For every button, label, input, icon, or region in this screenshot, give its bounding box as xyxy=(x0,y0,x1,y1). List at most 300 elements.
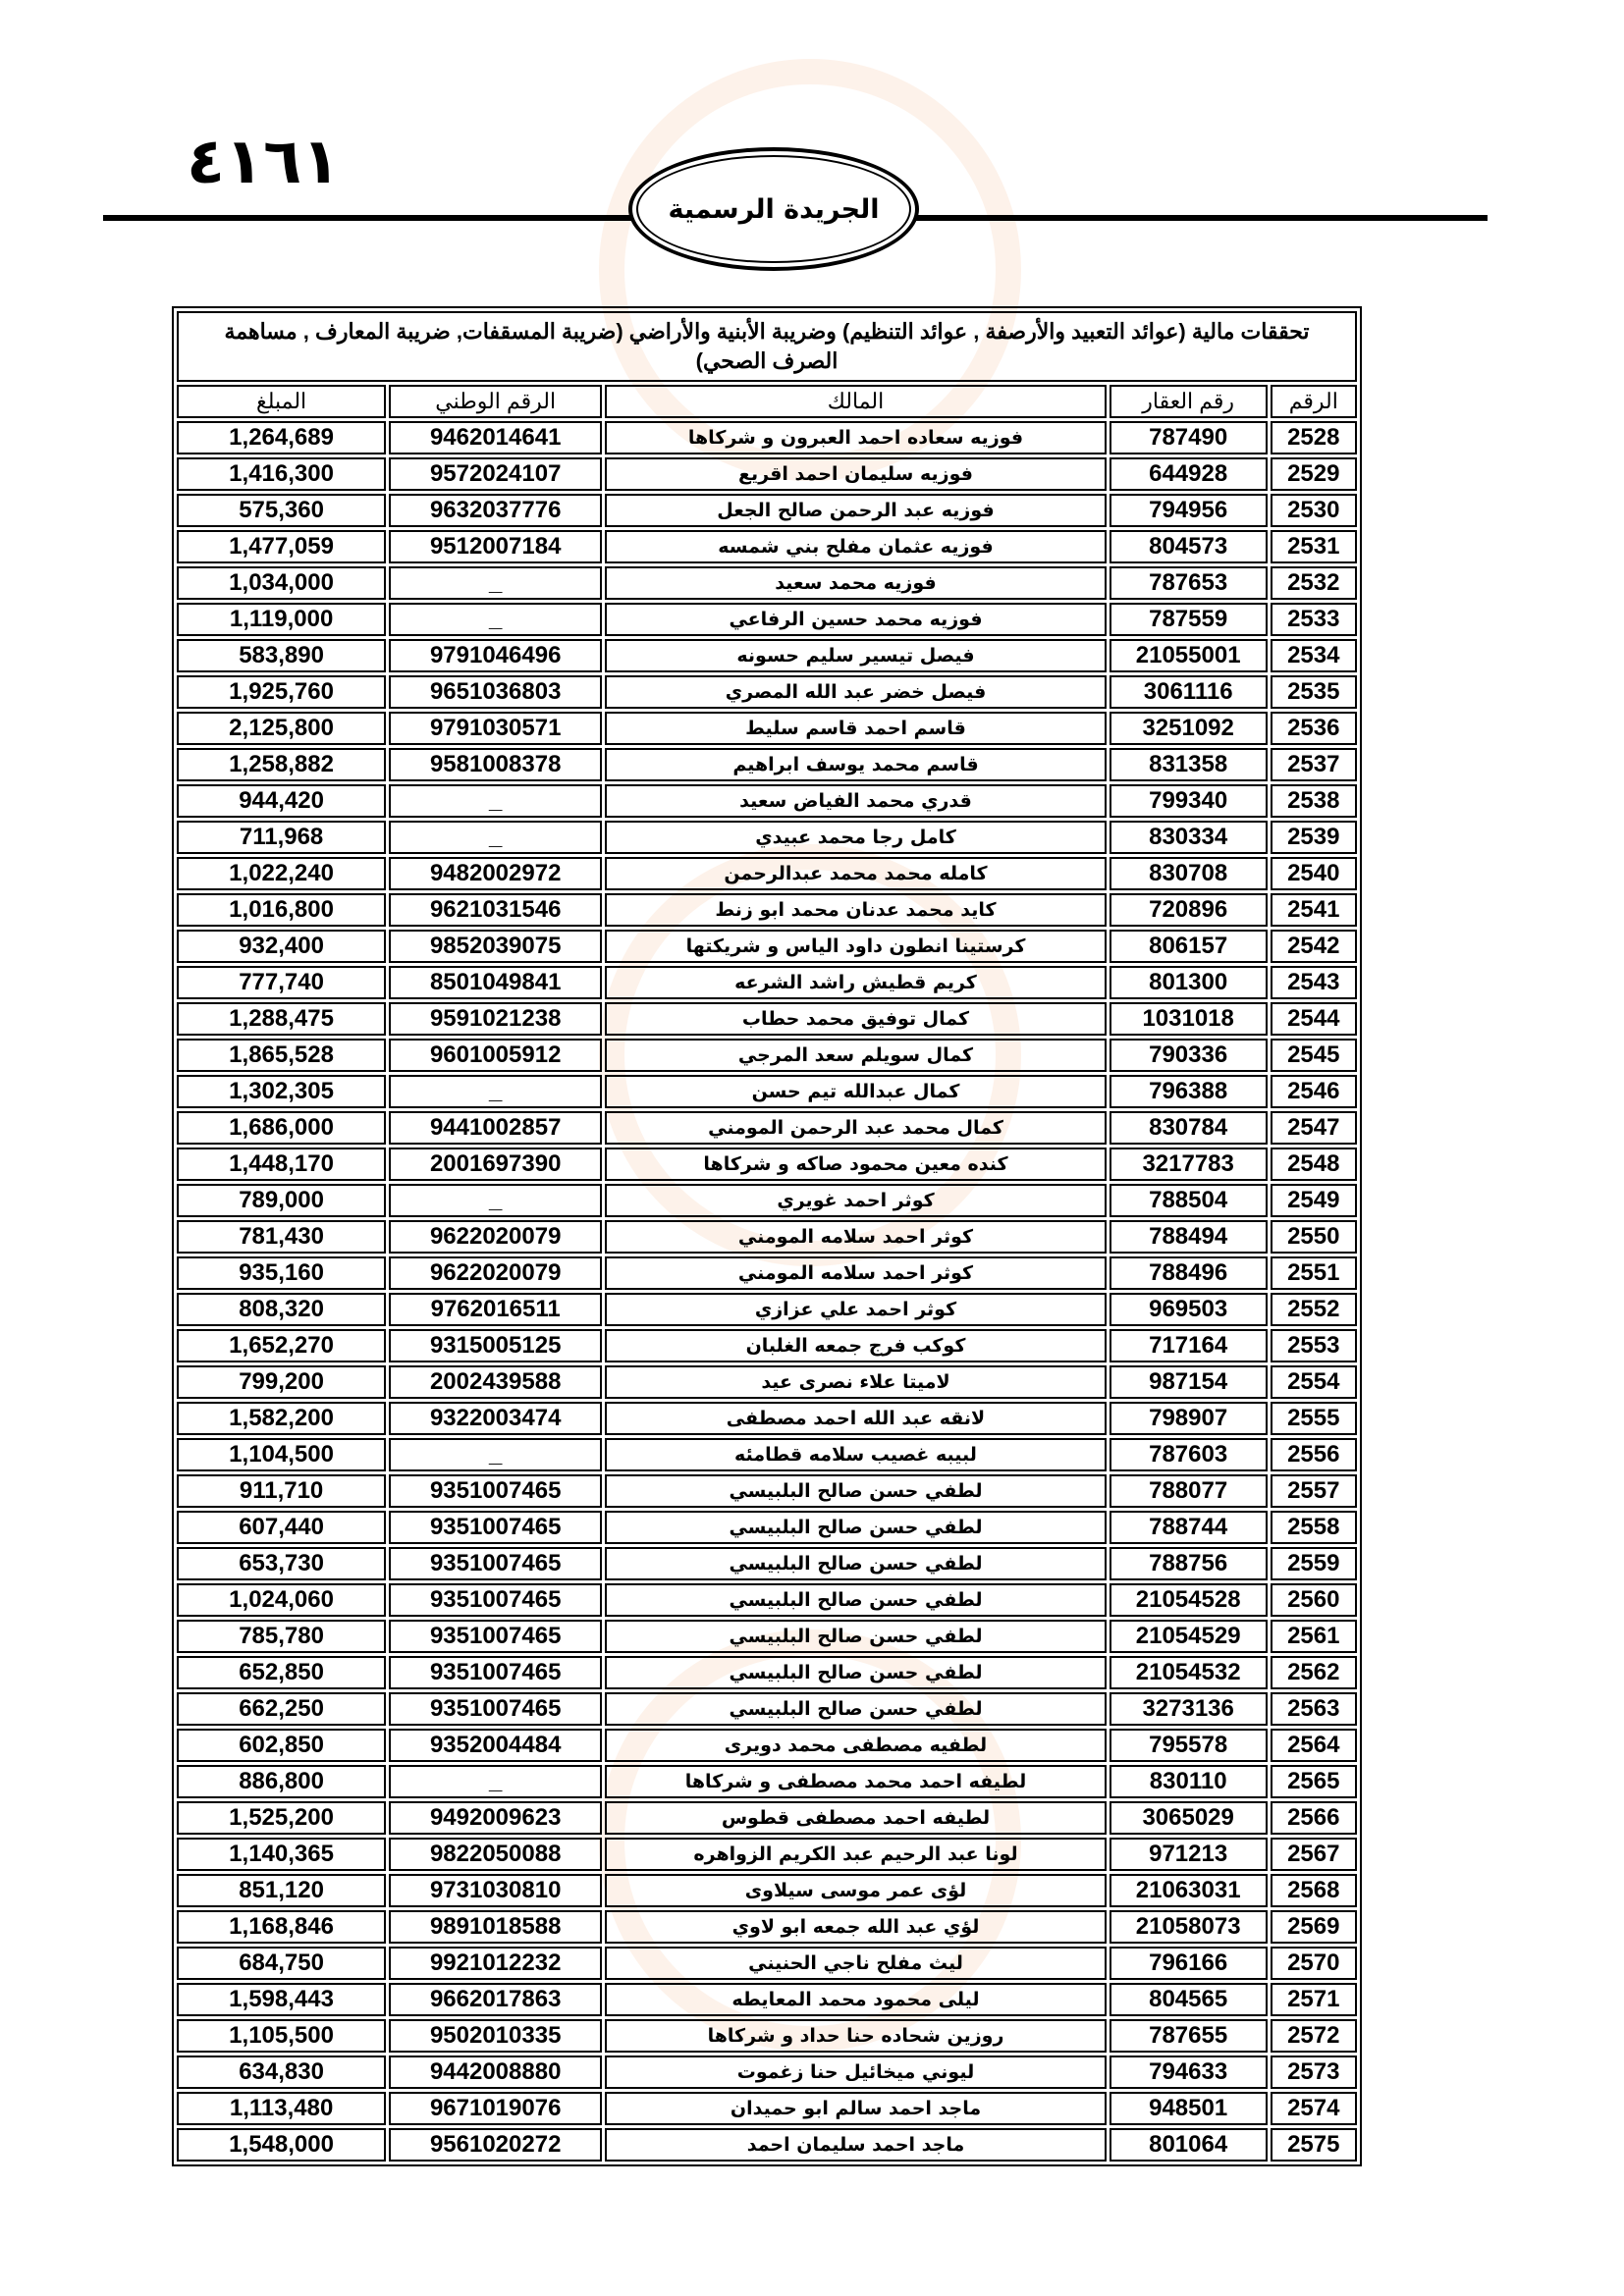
row-number: 2574 xyxy=(1271,2092,1357,2125)
table-row xyxy=(177,1039,1357,1072)
table-row xyxy=(177,2019,1357,2053)
row-number: 2528 xyxy=(1271,421,1357,454)
column-header-number: الرقم xyxy=(1271,385,1357,418)
national-number: 9621031546 xyxy=(389,893,602,927)
property-number: 948501 xyxy=(1110,2092,1268,2125)
amount: 944,420 xyxy=(177,784,386,818)
owner-name: كوثر احمد سلامه المومني xyxy=(605,1220,1107,1254)
table-row xyxy=(177,1874,1357,1907)
table-row xyxy=(177,930,1357,963)
table-row xyxy=(177,1620,1357,1653)
property-number: 804573 xyxy=(1110,530,1268,563)
property-number: 987154 xyxy=(1110,1365,1268,1399)
owner-name: كوثر احمد غويري xyxy=(605,1184,1107,1217)
amount: 583,890 xyxy=(177,639,386,672)
national-number: _ xyxy=(389,603,602,636)
row-number: 2566 xyxy=(1271,1801,1357,1835)
amount: 1,264,689 xyxy=(177,421,386,454)
amount: 1,582,200 xyxy=(177,1402,386,1435)
table-row xyxy=(177,1656,1357,1689)
amount: 1,024,060 xyxy=(177,1583,386,1617)
table-row xyxy=(177,675,1357,709)
owner-name: كريم قطيش راشد الشرعه xyxy=(605,966,1107,999)
amount: 808,320 xyxy=(177,1293,386,1326)
amount: 1,140,365 xyxy=(177,1838,386,1871)
table-row xyxy=(177,821,1357,854)
row-number: 2556 xyxy=(1271,1438,1357,1471)
table-row xyxy=(177,421,1357,454)
owner-name: لاميتا علاء نصرى عيد xyxy=(605,1365,1107,1399)
national-number: 9351007465 xyxy=(389,1620,602,1653)
table-row xyxy=(177,1365,1357,1399)
amount: 777,740 xyxy=(177,966,386,999)
table-row xyxy=(177,457,1357,491)
row-number: 2535 xyxy=(1271,675,1357,709)
owner-name: لطفي حسن صالح البلبيسي xyxy=(605,1474,1107,1508)
amount: 1,258,882 xyxy=(177,748,386,781)
owner-name: فيصل خضر عبد الله المصري xyxy=(605,675,1107,709)
amount: 1,548,000 xyxy=(177,2128,386,2162)
row-number: 2547 xyxy=(1271,1111,1357,1145)
owner-name: لطفي حسن صالح البلبيسي xyxy=(605,1692,1107,1726)
owner-name: كنده معين محمود صاكه و شركاها xyxy=(605,1148,1107,1181)
national-number: 9462014641 xyxy=(389,421,602,454)
owner-name: فوزيه سليمان احمد اقريع xyxy=(605,457,1107,491)
property-number: 790336 xyxy=(1110,1039,1268,1072)
page-number: ٤١٦١ xyxy=(187,126,341,198)
amount: 911,710 xyxy=(177,1474,386,1508)
amount: 2,125,800 xyxy=(177,712,386,745)
table-body xyxy=(177,421,1357,2162)
property-number: 794956 xyxy=(1110,494,1268,527)
property-number: 830708 xyxy=(1110,857,1268,890)
column-header-owner: المالك xyxy=(605,385,1107,418)
row-number: 2565 xyxy=(1271,1765,1357,1798)
column-header-amount: المبلغ xyxy=(177,385,386,418)
property-number: 788494 xyxy=(1110,1220,1268,1254)
gazette-title-oval xyxy=(628,147,919,271)
property-number: 971213 xyxy=(1110,1838,1268,1871)
property-number: 801064 xyxy=(1110,2128,1268,2162)
national-number: 2002439588 xyxy=(389,1365,602,1399)
row-number: 2545 xyxy=(1271,1039,1357,1072)
property-number: 795578 xyxy=(1110,1729,1268,1762)
property-number: 21054532 xyxy=(1110,1656,1268,1689)
amount: 785,780 xyxy=(177,1620,386,1653)
property-number: 3217783 xyxy=(1110,1148,1268,1181)
national-number: 9351007465 xyxy=(389,1656,602,1689)
row-number: 2533 xyxy=(1271,603,1357,636)
table-row xyxy=(177,966,1357,999)
row-number: 2534 xyxy=(1271,639,1357,672)
property-number: 720896 xyxy=(1110,893,1268,927)
table-row xyxy=(177,893,1357,927)
property-number: 787603 xyxy=(1110,1438,1268,1471)
table-title-row xyxy=(177,311,1357,382)
row-number: 2554 xyxy=(1271,1365,1357,1399)
row-number: 2567 xyxy=(1271,1838,1357,1871)
national-number: _ xyxy=(389,784,602,818)
row-number: 2563 xyxy=(1271,1692,1357,1726)
amount: 1,168,846 xyxy=(177,1910,386,1944)
owner-name: فوزيه محمد حسين الرفاعي xyxy=(605,603,1107,636)
row-number: 2530 xyxy=(1271,494,1357,527)
owner-name: ليوني ميخائيل حنا زغموت xyxy=(605,2056,1107,2089)
national-number: 9671019076 xyxy=(389,2092,602,2125)
owner-name: ماجد احمد سليمان احمد xyxy=(605,2128,1107,2162)
property-number: 3251092 xyxy=(1110,712,1268,745)
property-number: 21054528 xyxy=(1110,1583,1268,1617)
amount: 1,288,475 xyxy=(177,1002,386,1036)
owner-name: فوزيه محمد سعيد xyxy=(605,566,1107,600)
row-number: 2532 xyxy=(1271,566,1357,600)
amount: 1,034,000 xyxy=(177,566,386,600)
table-row xyxy=(177,603,1357,636)
table-row xyxy=(177,1148,1357,1181)
table-row xyxy=(177,857,1357,890)
national-number: 8501049841 xyxy=(389,966,602,999)
national-number: 9791030571 xyxy=(389,712,602,745)
national-number: 9351007465 xyxy=(389,1474,602,1508)
owner-name: لطفي حسن صالح البلبيسي xyxy=(605,1583,1107,1617)
row-number: 2569 xyxy=(1271,1910,1357,1944)
owner-name: كوثر احمد سلامه المومني xyxy=(605,1256,1107,1290)
amount: 851,120 xyxy=(177,1874,386,1907)
table-row xyxy=(177,2128,1357,2162)
amount: 799,200 xyxy=(177,1365,386,1399)
property-number: 717164 xyxy=(1110,1329,1268,1362)
amount: 602,850 xyxy=(177,1729,386,1762)
owner-name: لطفي حسن صالح البلبيسي xyxy=(605,1656,1107,1689)
property-number: 3061116 xyxy=(1110,675,1268,709)
owner-name: كوكب فرج جمعه الغلبان xyxy=(605,1329,1107,1362)
national-number: 9572024107 xyxy=(389,457,602,491)
amount: 1,865,528 xyxy=(177,1039,386,1072)
national-number: 9322003474 xyxy=(389,1402,602,1435)
property-number: 788756 xyxy=(1110,1547,1268,1580)
table-row xyxy=(177,2056,1357,2089)
national-number: 9632037776 xyxy=(389,494,602,527)
property-number: 787655 xyxy=(1110,2019,1268,2053)
owner-name: لطفي حسن صالح البلبيسي xyxy=(605,1547,1107,1580)
owner-name: لؤي عبد الله جمعه ابو لاوي xyxy=(605,1910,1107,1944)
owner-name: لبيبه غصيب سلامه قطامئه xyxy=(605,1438,1107,1471)
table-row xyxy=(177,712,1357,745)
row-number: 2561 xyxy=(1271,1620,1357,1653)
amount: 662,250 xyxy=(177,1692,386,1726)
row-number: 2559 xyxy=(1271,1547,1357,1580)
national-number: 9561020272 xyxy=(389,2128,602,2162)
amount: 1,448,170 xyxy=(177,1148,386,1181)
owner-name: لطيفه احمد محمد مصطفى و شركاها xyxy=(605,1765,1107,1798)
national-number: _ xyxy=(389,821,602,854)
amount: 575,360 xyxy=(177,494,386,527)
row-number: 2537 xyxy=(1271,748,1357,781)
row-number: 2560 xyxy=(1271,1583,1357,1617)
row-number: 2557 xyxy=(1271,1474,1357,1508)
amount: 1,119,000 xyxy=(177,603,386,636)
property-number: 830784 xyxy=(1110,1111,1268,1145)
national-number: _ xyxy=(389,1765,602,1798)
owner-name: لطفيه مصطفى محمد دويرى xyxy=(605,1729,1107,1762)
owner-name: فوزيه عبد الرحمن صالح الجعل xyxy=(605,494,1107,527)
amount: 634,830 xyxy=(177,2056,386,2089)
national-number: 9315005125 xyxy=(389,1329,602,1362)
row-number: 2543 xyxy=(1271,966,1357,999)
national-number: 9351007465 xyxy=(389,1583,602,1617)
property-number: 21054529 xyxy=(1110,1620,1268,1653)
property-number: 788504 xyxy=(1110,1184,1268,1217)
owner-name: قدري محمد الفياض سعيد xyxy=(605,784,1107,818)
row-number: 2570 xyxy=(1271,1947,1357,1980)
amount: 607,440 xyxy=(177,1511,386,1544)
table-row xyxy=(177,1910,1357,1944)
owner-name: لطفي حسن صالح البلبيسي xyxy=(605,1511,1107,1544)
table-row xyxy=(177,1256,1357,1290)
amount: 932,400 xyxy=(177,930,386,963)
national-number: 9351007465 xyxy=(389,1692,602,1726)
property-number: 788744 xyxy=(1110,1511,1268,1544)
table-row xyxy=(177,1838,1357,1871)
table-row xyxy=(177,1511,1357,1544)
table-row xyxy=(177,1765,1357,1798)
property-number: 830334 xyxy=(1110,821,1268,854)
owner-name: كمال توفيق محمد حطاب xyxy=(605,1002,1107,1036)
table-row xyxy=(177,1983,1357,2016)
table-row xyxy=(177,1692,1357,1726)
row-number: 2536 xyxy=(1271,712,1357,745)
owner-name: كمال عبدالله تيم حسن xyxy=(605,1075,1107,1108)
table-header-row xyxy=(177,385,1357,418)
row-number: 2529 xyxy=(1271,457,1357,491)
national-number: 9591021238 xyxy=(389,1002,602,1036)
owner-name: لؤى عمر موسى سيلاوى xyxy=(605,1874,1107,1907)
owner-name: كامله محمد محمد عبدالرحمن xyxy=(605,857,1107,890)
national-number: 9352004484 xyxy=(389,1729,602,1762)
column-header-property-number: رقم العقار xyxy=(1110,385,1268,418)
national-number: 9441002857 xyxy=(389,1111,602,1145)
row-number: 2573 xyxy=(1271,2056,1357,2089)
property-number: 831358 xyxy=(1110,748,1268,781)
row-number: 2552 xyxy=(1271,1293,1357,1326)
national-number: 9662017863 xyxy=(389,1983,602,2016)
owner-name: كامل رجا محمد عبيدي xyxy=(605,821,1107,854)
owner-name: قاسم احمد قاسم سليط xyxy=(605,712,1107,745)
table-row xyxy=(177,1438,1357,1471)
national-number: 9512007184 xyxy=(389,530,602,563)
amount: 1,652,270 xyxy=(177,1329,386,1362)
national-number: 9442008880 xyxy=(389,2056,602,2089)
national-number: 2001697390 xyxy=(389,1148,602,1181)
table-row xyxy=(177,530,1357,563)
national-number: 9762016511 xyxy=(389,1293,602,1326)
owner-name: ليلى محمود محمد المعايطه xyxy=(605,1983,1107,2016)
owner-name: فوزيه سعاده احمد العبرون و شركاها xyxy=(605,421,1107,454)
national-number: 9581008378 xyxy=(389,748,602,781)
row-number: 2542 xyxy=(1271,930,1357,963)
amount: 1,104,500 xyxy=(177,1438,386,1471)
table-row xyxy=(177,1002,1357,1036)
column-header-national-number: الرقم الوطني xyxy=(389,385,602,418)
row-number: 2558 xyxy=(1271,1511,1357,1544)
amount: 1,022,240 xyxy=(177,857,386,890)
national-number: 9622020079 xyxy=(389,1220,602,1254)
property-number: 21063031 xyxy=(1110,1874,1268,1907)
row-number: 2571 xyxy=(1271,1983,1357,2016)
national-number: _ xyxy=(389,1438,602,1471)
amount: 1,925,760 xyxy=(177,675,386,709)
table-row xyxy=(177,1801,1357,1835)
row-number: 2546 xyxy=(1271,1075,1357,1108)
national-number: 9651036803 xyxy=(389,675,602,709)
amount: 1,598,443 xyxy=(177,1983,386,2016)
owner-name: فيصل تيسير سليم حسونه xyxy=(605,639,1107,672)
amount: 1,477,059 xyxy=(177,530,386,563)
owner-name: كايد محمد عدنان محمد ابو زنط xyxy=(605,893,1107,927)
property-number: 969503 xyxy=(1110,1293,1268,1326)
table-row xyxy=(177,1729,1357,1762)
table-row xyxy=(177,784,1357,818)
owner-name: لونا عبد الرحيم عبد الكريم الزواهره xyxy=(605,1838,1107,1871)
table-row xyxy=(177,1111,1357,1145)
property-number: 830110 xyxy=(1110,1765,1268,1798)
owner-name: ماجد احمد سالم ابو حميدان xyxy=(605,2092,1107,2125)
table-row xyxy=(177,748,1357,781)
owner-name: قاسم محمد يوسف ابراهيم xyxy=(605,748,1107,781)
row-number: 2548 xyxy=(1271,1148,1357,1181)
national-number: 9921012232 xyxy=(389,1947,602,1980)
table-row xyxy=(177,1075,1357,1108)
property-number: 787559 xyxy=(1110,603,1268,636)
property-number: 788496 xyxy=(1110,1256,1268,1290)
amount: 653,730 xyxy=(177,1547,386,1580)
amount: 935,160 xyxy=(177,1256,386,1290)
property-number: 1031018 xyxy=(1110,1002,1268,1036)
property-number: 804565 xyxy=(1110,1983,1268,2016)
national-number: _ xyxy=(389,566,602,600)
table-row xyxy=(177,1220,1357,1254)
table-row xyxy=(177,1184,1357,1217)
property-number: 21058073 xyxy=(1110,1910,1268,1944)
national-number: _ xyxy=(389,1184,602,1217)
table-row xyxy=(177,1583,1357,1617)
owner-name: كرستينا انطون داود الياس و شريكتها xyxy=(605,930,1107,963)
property-number: 801300 xyxy=(1110,966,1268,999)
row-number: 2549 xyxy=(1271,1184,1357,1217)
amount: 1,105,500 xyxy=(177,2019,386,2053)
financial-assessments-table xyxy=(172,306,1362,2166)
gazette-title: الجريدة الرسمية xyxy=(668,193,880,225)
national-number: 9622020079 xyxy=(389,1256,602,1290)
property-number: 644928 xyxy=(1110,457,1268,491)
owner-name: ليث مفلح ناجي الحنيني xyxy=(605,1947,1107,1980)
property-number: 796166 xyxy=(1110,1947,1268,1980)
amount: 781,430 xyxy=(177,1220,386,1254)
owner-name: كمال محمد عبد الرحمن المومني xyxy=(605,1111,1107,1145)
national-number: 9891018588 xyxy=(389,1910,602,1944)
owner-name: لطيفه احمد مصطفى قطوس xyxy=(605,1801,1107,1835)
table-row xyxy=(177,1329,1357,1362)
owner-name: كوثر احمد علي عزازي xyxy=(605,1293,1107,1326)
property-number: 787490 xyxy=(1110,421,1268,454)
property-number: 787653 xyxy=(1110,566,1268,600)
amount: 886,800 xyxy=(177,1765,386,1798)
property-number: 798907 xyxy=(1110,1402,1268,1435)
row-number: 2531 xyxy=(1271,530,1357,563)
owner-name: لطفي حسن صالح البلبيسي xyxy=(605,1620,1107,1653)
row-number: 2562 xyxy=(1271,1656,1357,1689)
national-number: 9351007465 xyxy=(389,1511,602,1544)
national-number: 9791046496 xyxy=(389,639,602,672)
row-number: 2572 xyxy=(1271,2019,1357,2053)
property-number: 3065029 xyxy=(1110,1801,1268,1835)
amount: 1,016,800 xyxy=(177,893,386,927)
amount: 1,113,480 xyxy=(177,2092,386,2125)
table-row xyxy=(177,494,1357,527)
amount: 1,525,200 xyxy=(177,1801,386,1835)
national-number: 9482002972 xyxy=(389,857,602,890)
owner-name: فوزيه عثمان مفلح بني شمسه xyxy=(605,530,1107,563)
national-number: 9601005912 xyxy=(389,1039,602,1072)
table-row xyxy=(177,639,1357,672)
table-row xyxy=(177,1293,1357,1326)
table-title: تحققات مالية (عوائد التعبيد والأرصفة , عوائد التنظيم) وضريبة الأبنية والأراضي (ضريبة المسقفات, ضريبة المعارف , مساهمة الصرف الصحي) xyxy=(177,311,1357,382)
row-number: 2564 xyxy=(1271,1729,1357,1762)
property-number: 788077 xyxy=(1110,1474,1268,1508)
row-number: 2539 xyxy=(1271,821,1357,854)
property-number: 794633 xyxy=(1110,2056,1268,2089)
table-row xyxy=(177,1547,1357,1580)
table-row xyxy=(177,1402,1357,1435)
national-number: _ xyxy=(389,1075,602,1108)
national-number: 9822050088 xyxy=(389,1838,602,1871)
amount: 789,000 xyxy=(177,1184,386,1217)
amount: 711,968 xyxy=(177,821,386,854)
amount: 1,416,300 xyxy=(177,457,386,491)
row-number: 2568 xyxy=(1271,1874,1357,1907)
table-row xyxy=(177,1474,1357,1508)
table-row xyxy=(177,2092,1357,2125)
table-row xyxy=(177,1947,1357,1980)
table-row xyxy=(177,566,1357,600)
row-number: 2540 xyxy=(1271,857,1357,890)
property-number: 21055001 xyxy=(1110,639,1268,672)
row-number: 2553 xyxy=(1271,1329,1357,1362)
amount: 1,302,305 xyxy=(177,1075,386,1108)
property-number: 796388 xyxy=(1110,1075,1268,1108)
amount: 652,850 xyxy=(177,1656,386,1689)
amount: 1,686,000 xyxy=(177,1111,386,1145)
property-number: 3273136 xyxy=(1110,1692,1268,1726)
row-number: 2538 xyxy=(1271,784,1357,818)
national-number: 9492009623 xyxy=(389,1801,602,1835)
row-number: 2541 xyxy=(1271,893,1357,927)
national-number: 9731030810 xyxy=(389,1874,602,1907)
property-number: 806157 xyxy=(1110,930,1268,963)
row-number: 2555 xyxy=(1271,1402,1357,1435)
national-number: 9502010335 xyxy=(389,2019,602,2053)
owner-name: لانقه عبد الله احمد مصطفى xyxy=(605,1402,1107,1435)
row-number: 2550 xyxy=(1271,1220,1357,1254)
property-number: 799340 xyxy=(1110,784,1268,818)
national-number: 9852039075 xyxy=(389,930,602,963)
national-number: 9351007465 xyxy=(389,1547,602,1580)
row-number: 2544 xyxy=(1271,1002,1357,1036)
row-number: 2575 xyxy=(1271,2128,1357,2162)
row-number: 2551 xyxy=(1271,1256,1357,1290)
owner-name: روزين شحاده حنا حداد و شركاها xyxy=(605,2019,1107,2053)
amount: 684,750 xyxy=(177,1947,386,1980)
